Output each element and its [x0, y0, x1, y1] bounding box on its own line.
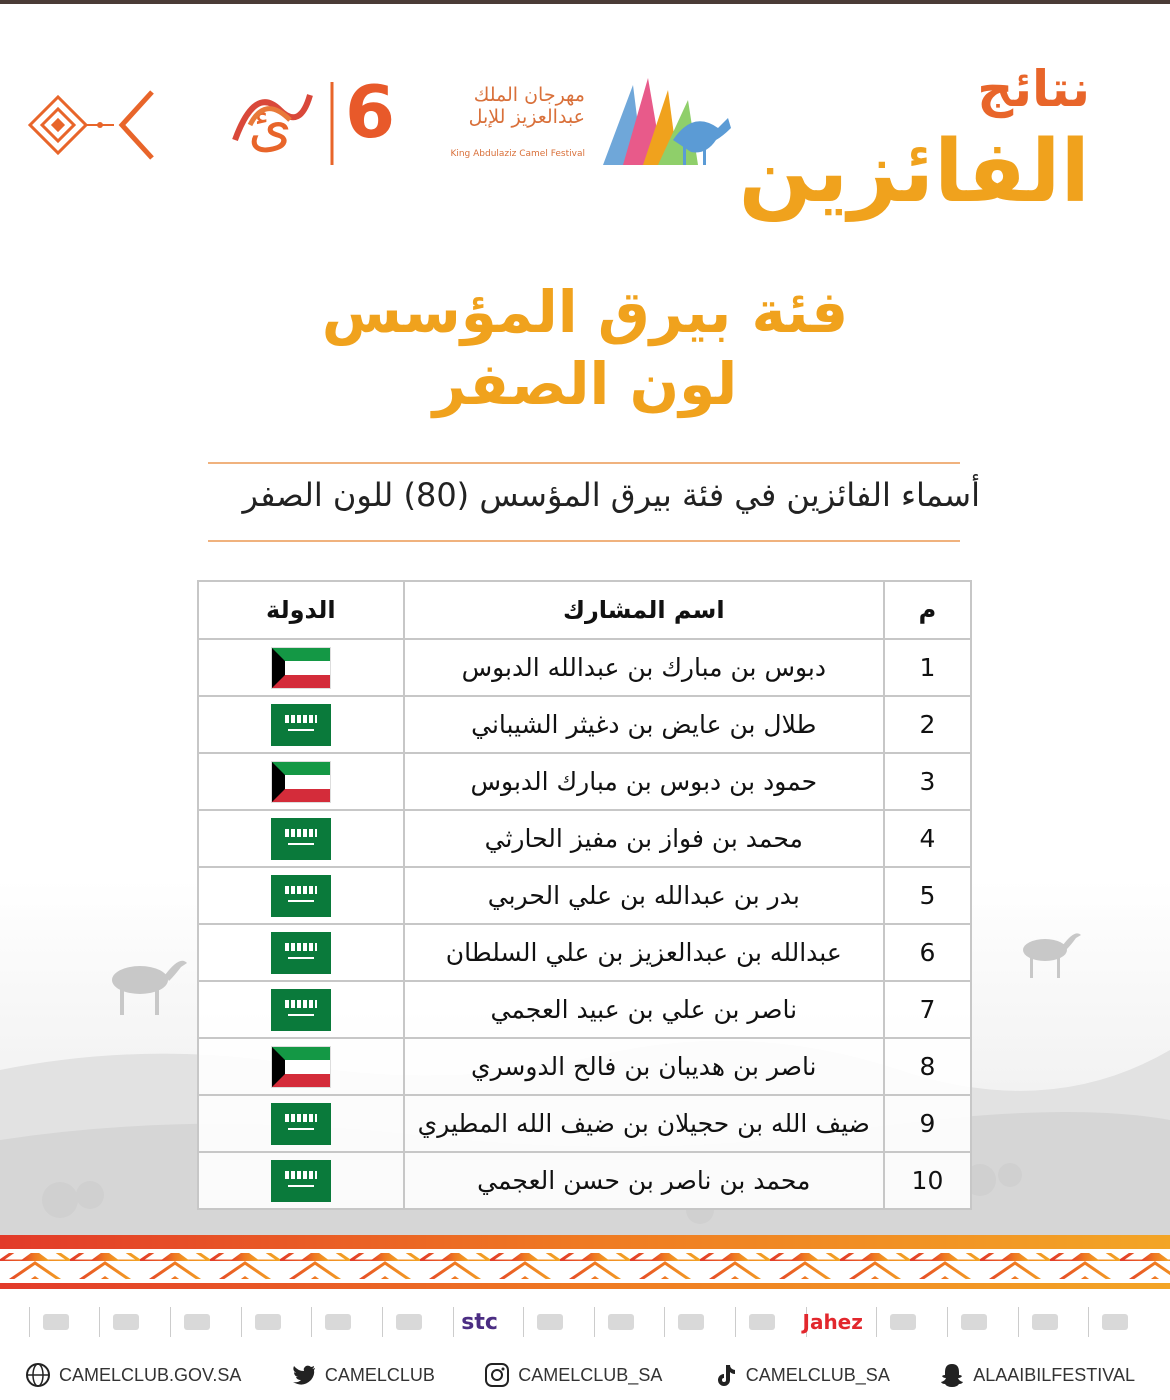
country-cell — [198, 639, 404, 696]
twitter-label: CAMELCLUB — [324, 1364, 435, 1385]
table-row — [198, 867, 971, 924]
sponsor-logo — [170, 1307, 223, 1337]
table-row — [198, 753, 971, 810]
category-color: لون الصفر — [432, 350, 738, 418]
saudi-flag — [271, 704, 331, 746]
row-number: 10 — [884, 1152, 971, 1209]
tiktok-label: CAMELCLUB_SA — [745, 1364, 890, 1385]
winners-table — [197, 580, 972, 1210]
participant-name: دبوس بن مبارك بن عبدالله الدبوس — [404, 639, 884, 696]
saudi-flag — [271, 1160, 331, 1202]
table-row — [198, 1038, 971, 1095]
row-number: 9 — [884, 1095, 971, 1152]
twitter-link[interactable] — [291, 1362, 435, 1388]
country-cell — [198, 753, 404, 810]
header-country: الدولة — [198, 581, 404, 639]
sponsor-jahez-logo: Jahez — [806, 1307, 859, 1337]
table-row — [198, 1095, 971, 1152]
kuwait-flag — [271, 1046, 331, 1088]
kuwait-flag — [271, 761, 331, 803]
table-row — [198, 810, 971, 867]
table-row — [198, 696, 971, 753]
results-heading-large: الفائزين — [738, 122, 1090, 222]
sponsor-logo — [876, 1307, 929, 1337]
table-row — [198, 1152, 971, 1209]
festival-name-arabic: مهرجان الملك عبدالعزيز للإبل — [468, 84, 585, 128]
tiktok-icon — [712, 1362, 738, 1388]
category-title: فئة بيرق المؤسس — [321, 278, 849, 346]
saudi-flag — [271, 818, 331, 860]
country-cell — [198, 867, 404, 924]
results-heading-small: نتائج — [977, 60, 1090, 118]
saudi-flag — [271, 875, 331, 917]
saudi-flag — [271, 1103, 331, 1145]
table-row — [198, 639, 971, 696]
row-number: 2 — [884, 696, 971, 753]
country-cell — [198, 1152, 404, 1209]
snapchat-icon — [939, 1362, 965, 1388]
instagram-link[interactable] — [484, 1362, 662, 1388]
header-participant-name: اسم المشارك — [404, 581, 884, 639]
sponsor-logo — [1018, 1307, 1071, 1337]
website-label: CAMELCLUB.GOV.SA — [59, 1364, 242, 1385]
table-header-row — [198, 581, 971, 639]
participant-name: محمد بن فواز بن مفيز الحارثي — [404, 810, 884, 867]
sponsor-logo — [594, 1307, 647, 1337]
participant-name: حمود بن دبوس بن مبارك الدبوس — [404, 753, 884, 810]
festival-edition-number: 6 — [345, 70, 396, 154]
saudi-flag — [271, 989, 331, 1031]
participant-name: عبدالله بن عبدالعزيز بن علي السلطان — [404, 924, 884, 981]
tiktok-link[interactable] — [712, 1362, 890, 1388]
ornament-arrow-icon — [22, 80, 162, 170]
decorative-band — [0, 1235, 1170, 1295]
kuwait-flag — [271, 647, 331, 689]
country-cell — [198, 696, 404, 753]
row-number: 1 — [884, 639, 971, 696]
sponsor-logo — [311, 1307, 364, 1337]
participant-name: محمد بن ناصر بن حسن العجمي — [404, 1152, 884, 1209]
snapchat-link[interactable] — [939, 1362, 1135, 1388]
globe-icon — [25, 1362, 51, 1388]
instagram-label: CAMELCLUB_SA — [518, 1364, 663, 1385]
country-cell — [198, 981, 404, 1038]
website-link[interactable] — [25, 1362, 241, 1388]
sponsor-logo — [947, 1307, 1000, 1337]
participant-name: طلال بن عايض بن دغيثر الشيباني — [404, 696, 884, 753]
table-row — [198, 981, 971, 1038]
row-number: 8 — [884, 1038, 971, 1095]
snapchat-label: ALAAIBILFESTIVAL — [973, 1364, 1135, 1385]
sponsor-logo — [523, 1307, 576, 1337]
social-links — [25, 1360, 1135, 1390]
festival-name-english: King Abdulaziz Camel Festival — [450, 149, 585, 159]
sponsor-logo — [1088, 1307, 1141, 1337]
country-cell — [198, 1038, 404, 1095]
row-number: 6 — [884, 924, 971, 981]
sponsor-logo — [735, 1307, 788, 1337]
svg-text:ئ: ئ — [248, 94, 292, 159]
row-number: 5 — [884, 867, 971, 924]
sponsor-stc-logo: stc — [453, 1307, 506, 1337]
sponsor-logo — [241, 1307, 294, 1337]
twitter-icon — [291, 1362, 317, 1388]
country-cell — [198, 1095, 404, 1152]
sponsor-logo — [664, 1307, 717, 1337]
row-number: 7 — [884, 981, 971, 1038]
country-cell — [198, 810, 404, 867]
country-cell — [198, 924, 404, 981]
participant-name: ناصر بن علي بن عبيد العجمي — [404, 981, 884, 1038]
sponsor-logo — [29, 1307, 82, 1337]
divider-top — [208, 462, 960, 464]
sponsors-strip — [20, 1302, 1150, 1342]
sponsor-logo — [99, 1307, 152, 1337]
participant-name: بدر بن عبدالله بن علي الحربي — [404, 867, 884, 924]
divider-bottom — [208, 540, 960, 542]
table-row — [198, 924, 971, 981]
instagram-icon — [484, 1362, 510, 1388]
table-caption: أسماء الفائزين في فئة بيرق المؤسس (80) للون الصفر — [242, 476, 980, 514]
participant-name: ضيف الله بن حجيلان بن ضيف الله المطيري — [404, 1095, 884, 1152]
saudi-flag — [271, 932, 331, 974]
header-number: م — [884, 581, 971, 639]
sponsor-logo — [382, 1307, 435, 1337]
row-number: 3 — [884, 753, 971, 810]
top-border — [0, 0, 1170, 4]
row-number: 4 — [884, 810, 971, 867]
participant-name: ناصر بن هديبان بن فالح الدوسري — [404, 1038, 884, 1095]
